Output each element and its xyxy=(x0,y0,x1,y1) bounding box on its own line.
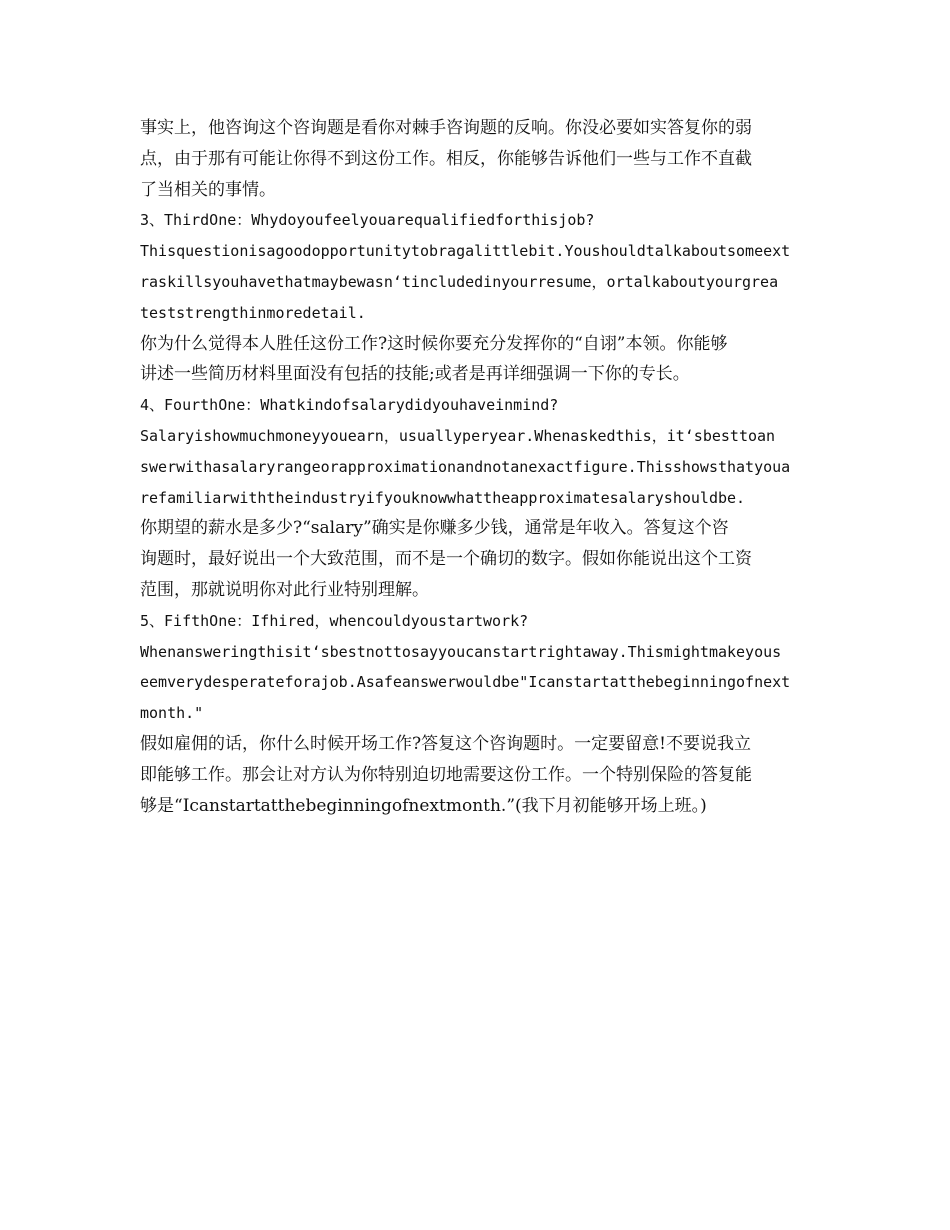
text-line-5: Thisquestionisagoodopportunitytobragalittlebit.Youshouldtalkaboutsomeext xyxy=(140,242,791,261)
question-3-heading: 3、ThirdOne：Whydoyoufeelyouarequalifiedforthisjob? xyxy=(140,211,595,230)
question-4-heading: 4、FourthOne：Whatkindofsalarydidyouhaveinmind? xyxy=(140,396,559,415)
text-line-9: 讲述一些简历材料里面没有包括的技能;或者是再详细强调一下你的专长。 xyxy=(140,364,690,385)
text-line-22: 即能够工作。那会让对方认为你特别迫切地需要这份工作。一个特别保险的答复能 xyxy=(140,764,752,785)
text-line-12: swerwithasalaryrangeorapproximationandnotanexactfigure.Thisshowsthatyoua xyxy=(140,457,791,476)
question-5-heading: 5、FifthOne：Ifhired，whencouldyoustartwork? xyxy=(140,611,529,630)
text-line-8: 你为什么觉得本人胜任这份工作?这时候你要充分发挥你的“自诩”本领。你能够 xyxy=(140,333,728,354)
text-line-6: raskillsyouhavethatmaybewasn‘tincludedinyourresume，ortalkaboutyourgrea xyxy=(140,272,779,291)
text-line-11: Salaryishowmuchmoneyyouearn，usuallyperyear.Whenaskedthis，it‘sbesttoan xyxy=(140,426,776,445)
text-line-14: 你期望的薪水是多少?“salary”确实是你赚多少钱，通常是年收入。答复这个咨 xyxy=(140,518,729,539)
text-line-2: 点，由于那有可能让你得不到这份工作。相反，你能够告诉他们一些与工作不直截 xyxy=(140,148,752,169)
text-line-23: 够是“Icanstartatthebeginningofnextmonth.”(我下月初能够开场上班。) xyxy=(140,795,707,816)
text-line-20: month." xyxy=(140,704,204,723)
document-page xyxy=(140,113,812,821)
text-line-15: 询题时，最好说出一个大致范围，而不是一个确切的数字。假如你能说出这个工资 xyxy=(140,549,752,570)
text-line-16: 范围，那就说明你对此行业特别理解。 xyxy=(140,579,429,600)
text-line-21: 假如雇佣的话，你什么时候开场工作?答复这个咨询题时。一定要留意!不要说我立 xyxy=(140,733,751,754)
text-line-3: 了当相关的事情。 xyxy=(140,179,276,200)
text-line-1: 事实上，他咨询这个咨询题是看你对棘手咨询题的反响。你没必要如实答复你的弱 xyxy=(140,118,752,138)
text-line-7: teststrengthinmoredetail. xyxy=(140,303,366,322)
text-line-19: eemverydesperateforajob.Asafeanswerwouldbe"Icanstartatthebeginningofnext xyxy=(140,673,791,692)
text-line-13: refamiliarwiththeindustryifyouknowwhattheapproximatesalaryshouldbe. xyxy=(140,488,746,507)
text-line-18: Whenansweringthisit‘sbestnottosayyoucanstartrightaway.Thismightmakeyous xyxy=(140,642,782,661)
